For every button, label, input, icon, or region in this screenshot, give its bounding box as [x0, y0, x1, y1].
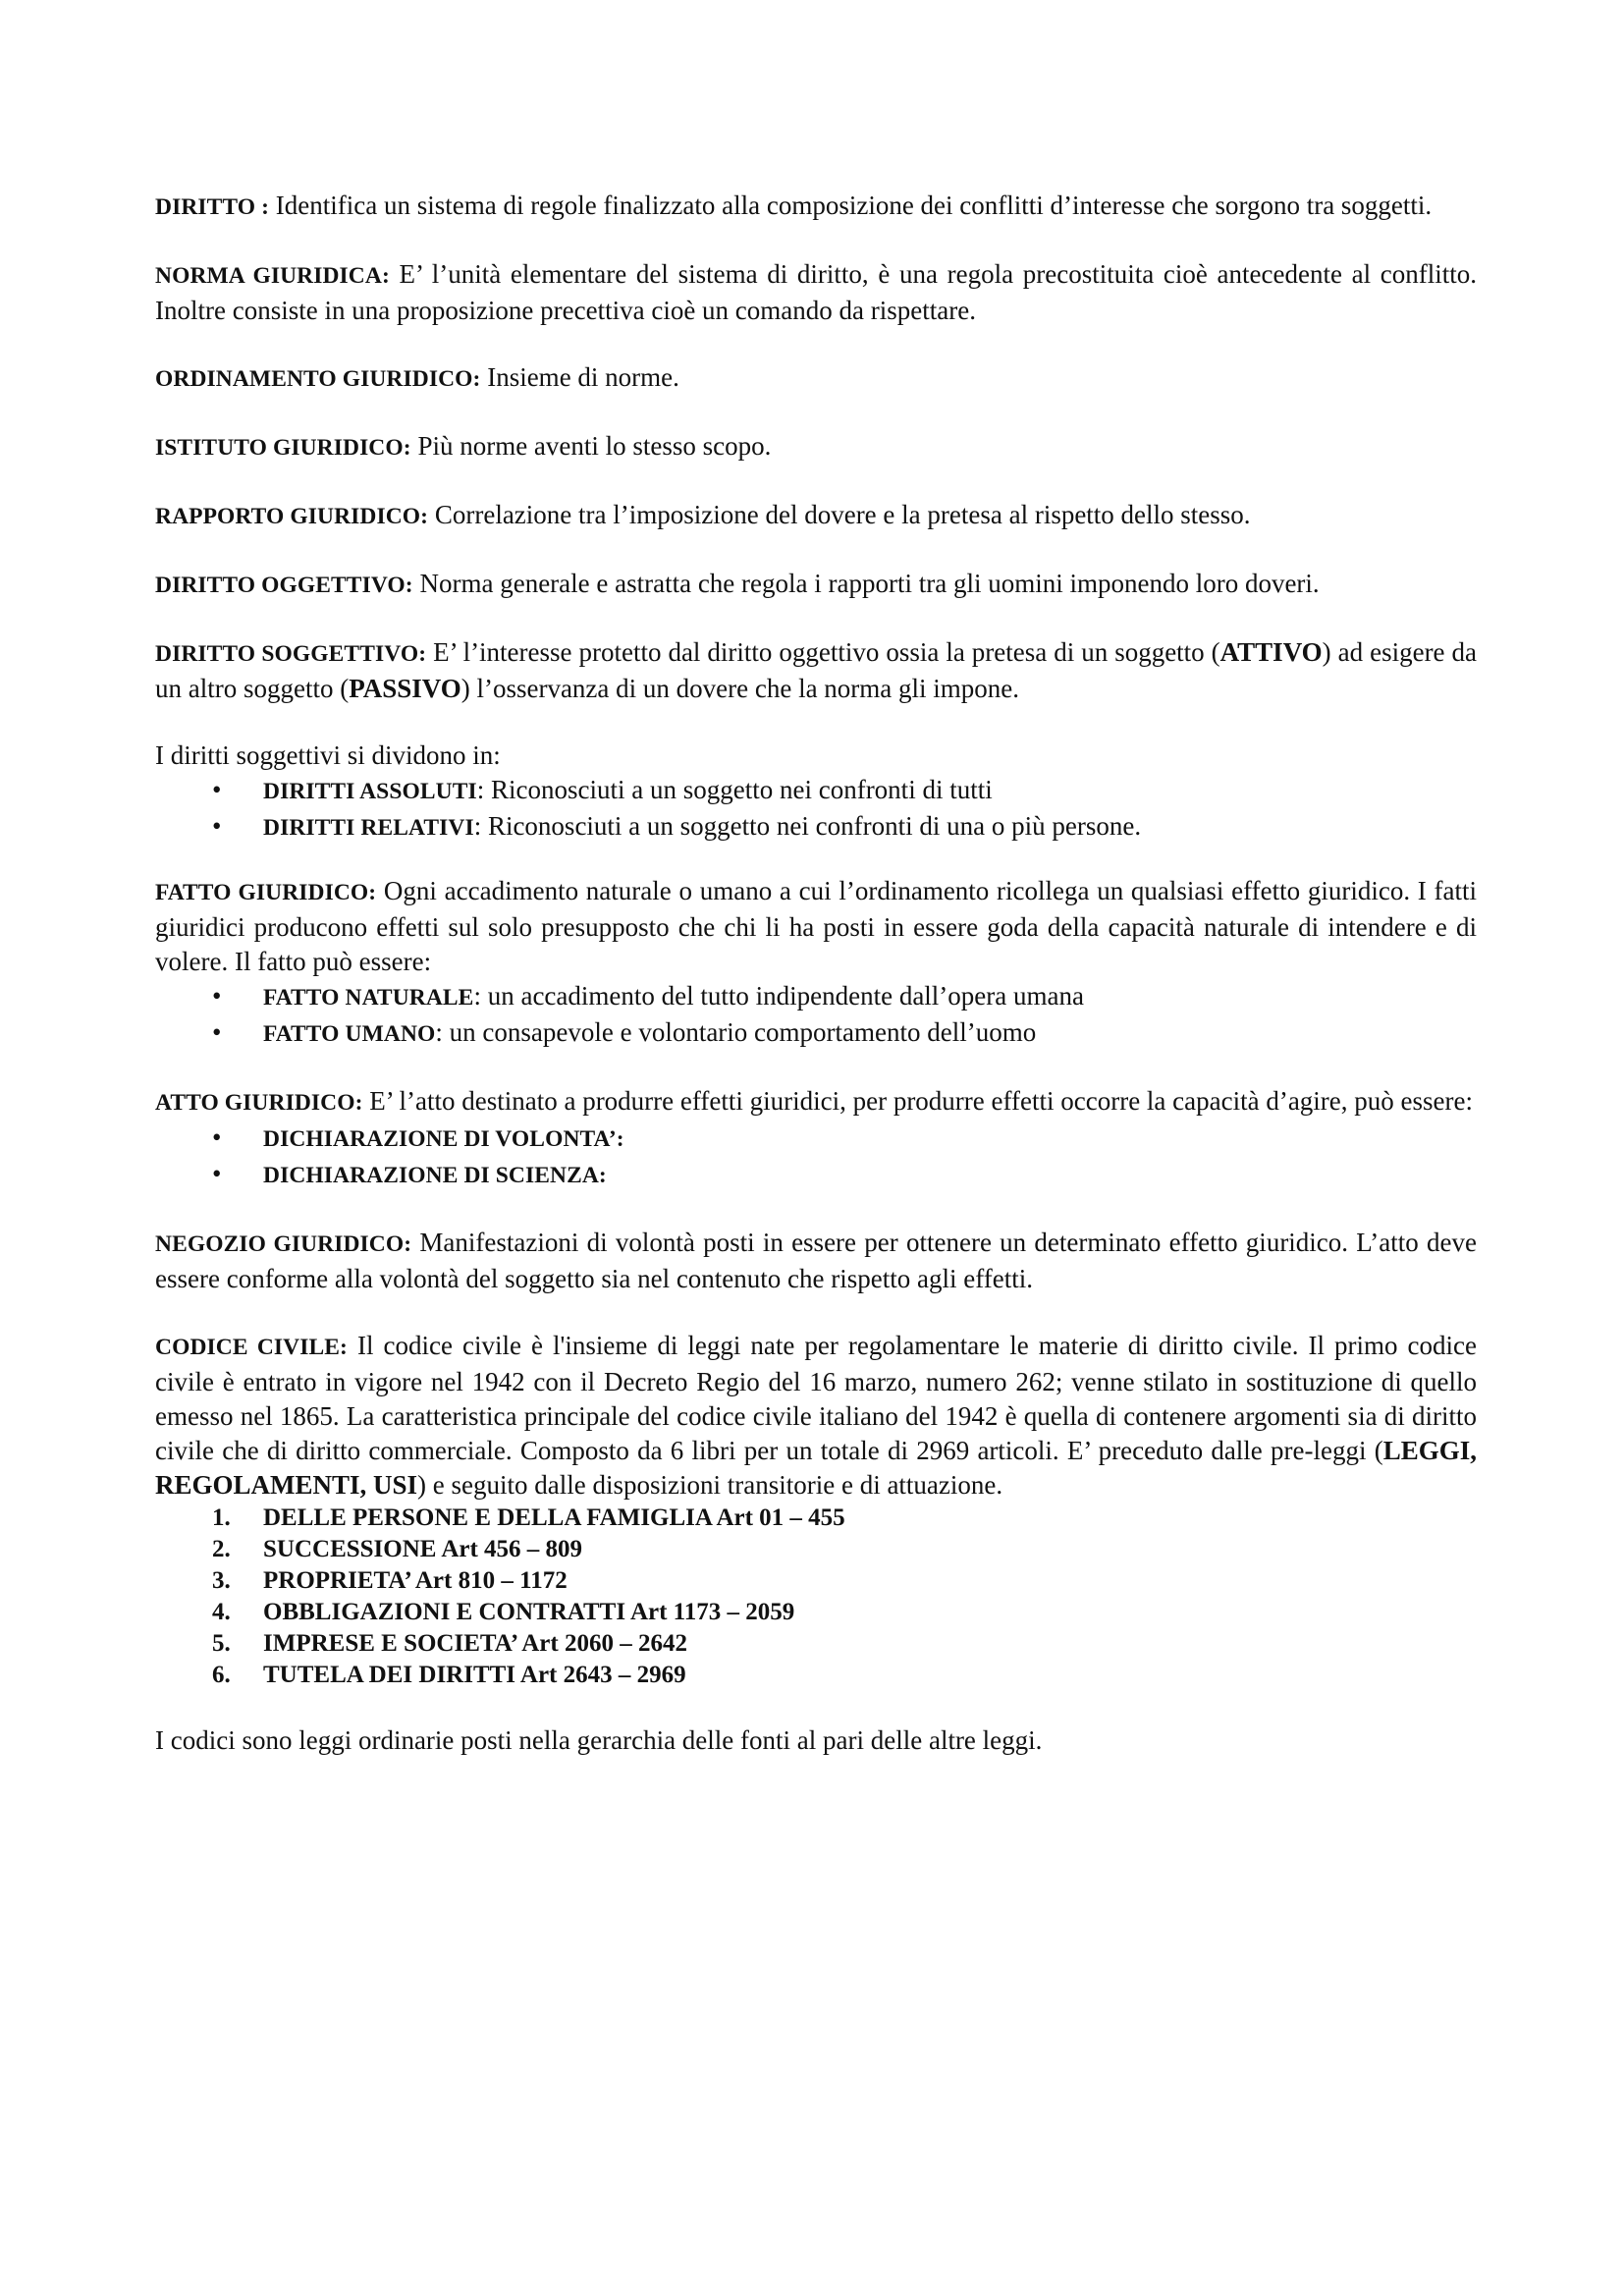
list-item [155, 1628, 1477, 1660]
list-item [155, 1015, 1477, 1052]
definition-rapporto [155, 498, 1477, 534]
soggettivi-list [155, 773, 1477, 846]
item-text: : Riconosciuti a un soggetto nei confronti di una o più persone. [473, 811, 1142, 841]
term-oggettivo: DIRITTO OGGETTIVO: [155, 573, 413, 598]
term-codice: CODICE CIVILE: [155, 1335, 348, 1360]
definition-oggettivo [155, 567, 1477, 603]
definition-fatto [155, 874, 1477, 979]
document-body [155, 189, 1477, 1758]
text-norma: E’ l’unità elementare del sistema di diritto, è una regola precostituita cioè antecedente al conflitto. Inoltre consiste in una proposizione precettiva cioè un comando da rispettare. [155, 259, 1477, 325]
item-term: FATTO NATURALE [263, 985, 474, 1011]
list-item [155, 1597, 1477, 1628]
item-term: DIRITTI ASSOLUTI [263, 779, 477, 804]
list-item [155, 1157, 1477, 1193]
list-item [155, 1121, 1477, 1157]
text-codice-a: Il codice civile è l'insieme di leggi nate per regolamentare le materie di diritto civile. Il primo codice civile è entrato in vigore nel 1942 con il Decreto Regio del 16 marzo, numero 262; venne stilato in sostituzione di quello emesso nel 1865. La caratteristica principale del codice civile italiano del 1942 è quella di contenere argomenti sia di diritto civile che di diritto commerciale. Composto da 6 libri per un totale di 2969 articoli. E’ preceduto dalle pre-leggi ( [155, 1331, 1477, 1465]
text-negozio: Manifestazioni di volontà posti in essere per ottenere un determinato effetto giuridico. L’atto deve essere conforme alla volontà del soggetto sia nel contenuto che rispetto agli effetti. [155, 1228, 1477, 1293]
atto-list [155, 1121, 1477, 1193]
list-item [155, 1534, 1477, 1565]
term-soggettivo: DIRITTO SOGGETTIVO: [155, 641, 427, 667]
item-number: 3. [212, 1567, 231, 1594]
text-rapporto: Correlazione tra l’imposizione del dovere e la pretesa al rispetto dello stesso. [428, 500, 1251, 529]
text-codice-b: ) e seguito dalle disposizioni transitorie e di attuazione. [417, 1470, 1003, 1500]
item-text: : Riconosciuti a un soggetto nei confronti di tutti [476, 775, 993, 804]
item-number: 6. [212, 1662, 231, 1688]
list-item [155, 1660, 1477, 1691]
list-item [155, 1503, 1477, 1534]
definition-ordinamento [155, 360, 1477, 397]
item-text: SUCCESSIONE Art 456 – 809 [263, 1536, 583, 1562]
definition-soggettivo [155, 635, 1477, 706]
list-item [155, 773, 1477, 809]
item-number: 4. [212, 1599, 231, 1625]
item-text: PROPRIETA’ Art 810 – 1172 [263, 1567, 568, 1594]
item-term: DIRITTI RELATIVI [263, 815, 474, 841]
fatto-list [155, 979, 1477, 1052]
term-istituto: ISTITUTO GIURIDICO: [155, 435, 411, 461]
item-number: 1. [212, 1504, 231, 1531]
term-rapporto: RAPPORTO GIURIDICO: [155, 504, 429, 529]
term-diritto: DIRITTO : [155, 194, 270, 220]
text-soggettivo-a: E’ l’interesse protetto dal diritto oggettivo ossia la pretesa di un soggetto ( [426, 637, 1220, 667]
definition-atto [155, 1084, 1477, 1121]
text-soggettivo-b: ) ad esigere da un altro soggetto ( [155, 637, 1478, 703]
item-text: : un accadimento del tutto indipendente dall’opera umana [473, 981, 1084, 1011]
term-preleggi: LEGGI, REGOLAMENTI, USI [155, 1436, 1477, 1500]
text-istituto: Più norme aventi lo stesso scopo. [410, 431, 772, 461]
term-passivo: PASSIVO [349, 674, 461, 703]
definition-diritto [155, 189, 1477, 225]
item-text: IMPRESE E SOCIETA’ Art 2060 – 2642 [263, 1630, 687, 1657]
item-number: 2. [212, 1536, 231, 1562]
definition-norma [155, 257, 1477, 328]
term-ordinamento: ORDINAMENTO GIURIDICO: [155, 366, 481, 392]
text-fatto: Ogni accadimento naturale o umano a cui l’ordinamento ricollega un qualsiasi effetto giuridico. I fatti giuridici producono effetti sul solo presupposto che chi li ha posti in essere goda della capacità naturale di intendere e di volere. Il fatto può essere: [155, 876, 1477, 976]
list-item [155, 979, 1477, 1015]
text-oggettivo: Norma generale e astratta che regola i rapporti tra gli uomini imponendo loro doveri. [412, 569, 1320, 598]
text-atto: E’ l’atto destinato a produrre effetti giuridici, per produrre effetti occorre la capacità d’agire, può essere: [362, 1086, 1473, 1116]
item-text: DELLE PERSONE E DELLA FAMIGLIA Art 01 – 455 [263, 1504, 845, 1531]
text-soggettivo-c: ) l’osservanza di un dovere che la norma gli impone. [460, 674, 1020, 703]
closing-paragraph: I codici sono leggi ordinarie posti nella gerarchia delle fonti al pari delle altre leggi. [155, 1725, 1043, 1755]
item-term: DICHIARAZIONE DI SCIENZA: [263, 1163, 607, 1188]
term-atto: ATTO GIURIDICO: [155, 1090, 363, 1116]
term-fatto: FATTO GIURIDICO: [155, 880, 377, 905]
term-norma: NORMA GIURIDICA: [155, 263, 390, 289]
item-term: FATTO UMANO [263, 1021, 436, 1047]
item-number: 5. [212, 1630, 231, 1657]
definition-codice [155, 1329, 1477, 1503]
item-term: DICHIARAZIONE DI VOLONTA’: [263, 1126, 624, 1152]
text-ordinamento: Insieme di norme. [480, 362, 679, 392]
books-list [155, 1503, 1477, 1691]
list-item [155, 1565, 1477, 1597]
item-text: : un consapevole e volontario comportamento dell’uomo [435, 1017, 1037, 1047]
soggettivi-intro: I diritti soggettivi si dividono in: [155, 740, 501, 770]
list-item [155, 809, 1477, 846]
definition-istituto [155, 429, 1477, 465]
text-diritto: Identifica un sistema di regole finalizzato alla composizione dei conflitti d’interesse che sorgono tra soggetti. [269, 191, 1433, 220]
item-text: OBBLIGAZIONI E CONTRATTI Art 1173 – 2059 [263, 1599, 795, 1625]
item-text: TUTELA DEI DIRITTI Art 2643 – 2969 [263, 1662, 686, 1688]
term-attivo: ATTIVO [1219, 637, 1323, 667]
definition-negozio [155, 1226, 1477, 1296]
term-negozio: NEGOZIO GIURIDICO: [155, 1231, 412, 1257]
